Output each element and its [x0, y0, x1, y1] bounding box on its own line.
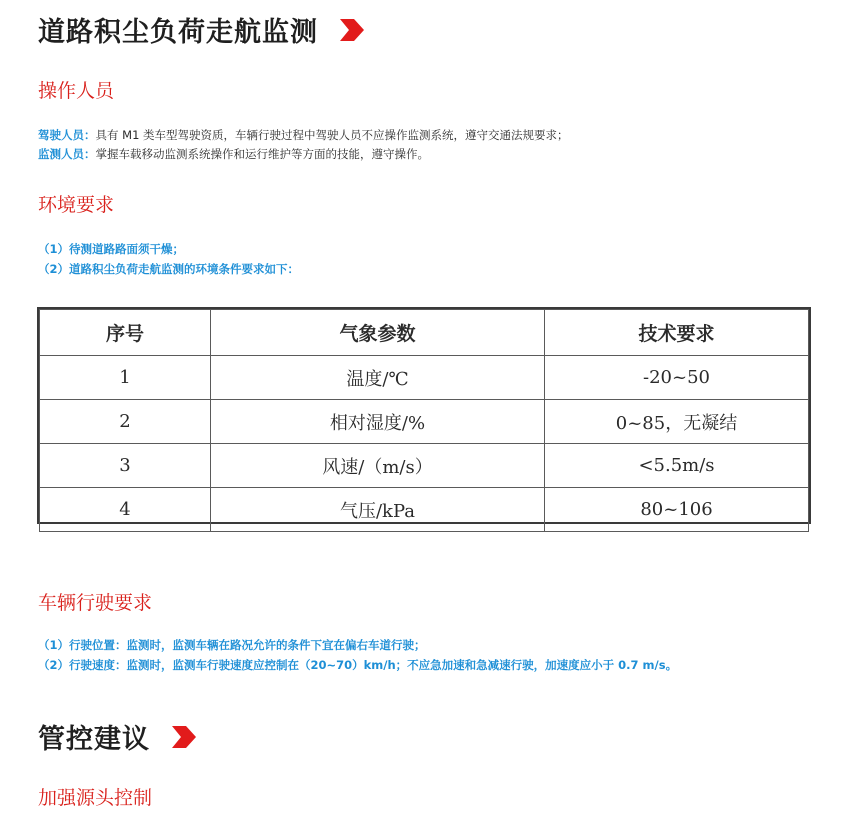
section-title-control — [38, 717, 198, 756]
section-title-text: 管控建议 — [38, 724, 150, 755]
table-cell: -20~50 — [545, 356, 809, 400]
table-row — [40, 356, 809, 400]
table-cell: 4 — [40, 488, 211, 532]
heading-environment: 环境要求 — [38, 194, 115, 216]
heading-operators: 操作人员 — [38, 80, 115, 102]
operator-line-driver — [38, 128, 569, 142]
table-cell: 温度/℃ — [211, 356, 545, 400]
heading-source-control: 加强源头控制 — [38, 787, 153, 809]
table-header-row — [40, 310, 809, 356]
vehicle-line-1: （1）行驶位置：监测时，监测车辆在路况允许的条件下宜在偏右车道行驶； — [38, 638, 426, 652]
chevron-right-icon — [336, 17, 366, 43]
table-cell: 3 — [40, 444, 211, 488]
section-title-text: 道路积尘负荷走航监测 — [38, 17, 318, 48]
table-cell: 2 — [40, 400, 211, 444]
vehicle-line-2: （2）行驶速度：监测时，监测车行驶速度应控制在（20~70）km/h；不应急加速和急减速行驶，加速度应小于 0.7 m/s。 — [38, 658, 678, 672]
operator-text: 掌握车载移动监测系统操作和运行维护等方面的技能，遵守操作。 — [95, 147, 429, 161]
table-cell: 0~85，无凝结 — [545, 400, 809, 444]
table-row — [40, 400, 809, 444]
environment-table — [37, 307, 811, 524]
section-title-monitoring — [38, 10, 366, 49]
table-cell: 相对湿度/% — [211, 400, 545, 444]
table-cell: 风速/（m/s） — [211, 444, 545, 488]
operator-key: 驾驶人员： — [38, 128, 96, 142]
table-cell: 1 — [40, 356, 211, 400]
table-cell: <5.5m/s — [545, 444, 809, 488]
chevron-right-icon — [168, 724, 198, 750]
table-cell: 气压/kPa — [211, 488, 545, 532]
table-header-cell: 序号 — [40, 310, 211, 356]
table-row — [40, 488, 809, 532]
operator-key: 监测人员： — [38, 147, 96, 161]
operator-text: 具有 M1 类车型驾驶资质，车辆行驶过程中驾驶人员不应操作监测系统，遵守交通法规要求； — [95, 128, 569, 142]
environment-line-1: （1）待测道路路面须干燥； — [38, 242, 185, 256]
table-row — [40, 444, 809, 488]
environment-line-2: （2）道路积尘负荷走航监测的环境条件要求如下： — [38, 262, 299, 276]
table-header-cell: 气象参数 — [211, 310, 545, 356]
table-cell: 80~106 — [545, 488, 809, 532]
table-header-cell: 技术要求 — [545, 310, 809, 356]
operator-line-monitor — [38, 147, 429, 161]
heading-vehicle: 车辆行驶要求 — [38, 592, 153, 614]
